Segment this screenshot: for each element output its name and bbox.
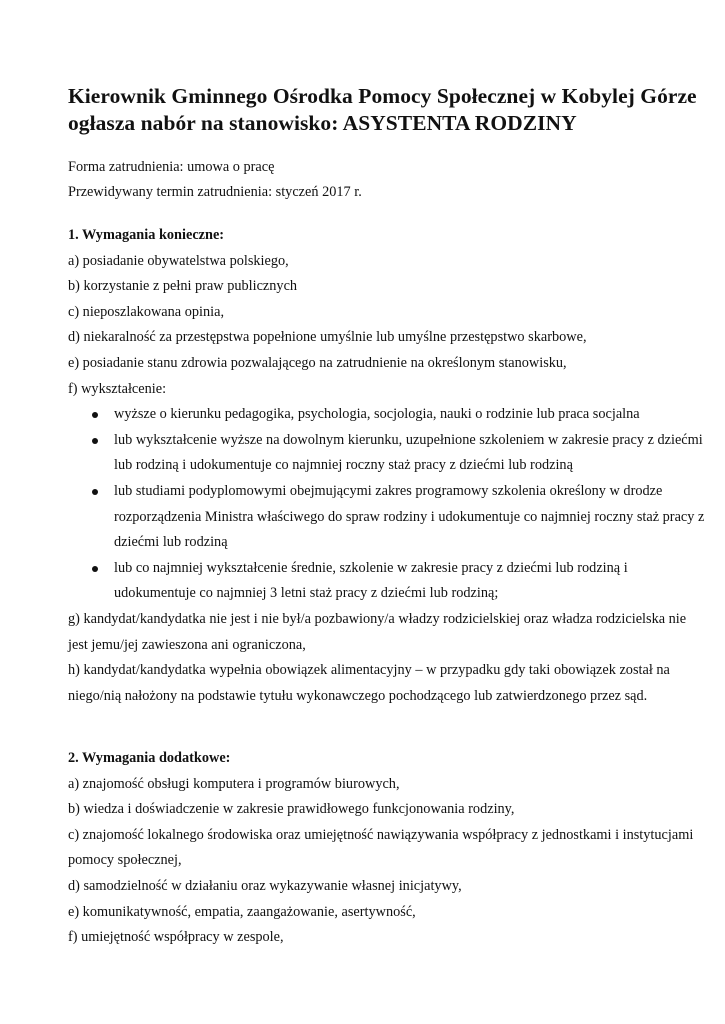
additional-qualifications-section [68, 746, 708, 951]
list-item-text: lub co najmniej wykształcenie średnie, szkolenie w zakresie pracy z dziećmi lub rodziną i udokumentuje co najmniej 3 letni staż pracy z dziećmi lub rodziną; [114, 559, 628, 602]
employment-start-date: Przewidywany termin zatrudnienia: styczeń 2017 r. [68, 184, 362, 200]
additional-f: f) umiejętność współpracy w zespole, [68, 929, 284, 946]
bullet-icon [92, 566, 98, 572]
requirement-b: b) korzystanie z pełni praw publicznych [68, 278, 298, 295]
additional-b: b) wiedza i doświadczenie w zakresie prawidłowego funkcjonowania rodziny, [68, 801, 515, 818]
bullet-icon [92, 489, 98, 495]
additional-c: c) znajomość lokalnego środowiska oraz umiejętność nawiązywania współpracy z jednostkami i instytucjami pomocy społecznej, [68, 826, 694, 869]
requirement-c: c) nieposzlakowana opinia, [68, 303, 225, 320]
requirement-d: d) niekaralność za przestępstwa popełnione umyślnie lub umyślne przestępstwo skarbowe, [68, 329, 587, 346]
requirement-g: g) kandydat/kandydatka nie jest i nie był/a pozbawiony/a władzy rodzicielskiej oraz władza rodzicielska nie jest jemu/jej zawieszona ani ograniczona, [68, 610, 687, 653]
section-heading-required: 1. Wymagania konieczne: [68, 227, 225, 243]
list-item [114, 428, 708, 479]
bullet-icon [92, 412, 98, 418]
required-qualifications-section [68, 223, 708, 709]
requirement-h: h) kandydat/kandydatka wypełnia obowiązek alimentacyjny – w przypadku gdy taki obowiązek został na niego/nią nałożony na podstawie tytułu wykonawczego pochodzącego lub zatwierdzonego przez sąd. [68, 662, 670, 704]
list-item [114, 479, 708, 556]
section-heading-additional: 2. Wymagania dodatkowe: [68, 750, 231, 766]
additional-e: e) komunikatywność, empatia, zaangażowanie, asertywność, [68, 903, 416, 920]
requirement-f: f) wykształcenie: [68, 380, 167, 397]
requirement-e: e) posiadanie stanu zdrowia pozwalającego na zatrudnienie na określonym stanowisku, [68, 354, 567, 371]
education-options-list [68, 402, 708, 607]
list-item [114, 402, 708, 428]
list-item-text: wyższe o kierunku pedagogika, psychologia, socjologia, nauki o rodzinie lub praca socjalna [114, 406, 640, 423]
list-item [114, 556, 708, 607]
employment-info [68, 155, 708, 205]
additional-d: d) samodzielność w działaniu oraz wykazywanie własnej inicjatywy, [68, 877, 462, 894]
additional-a: a) znajomość obsługi komputera i programów biurowych, [68, 775, 400, 792]
employment-form: Forma zatrudnienia: umowa o pracę [68, 159, 275, 175]
list-item-text: lub wykształcenie wyższe na dowolnym kierunku, uzupełnione szkoleniem w zakresie pracy z dziećmi lub rodziną i udokumentuje co najmniej roczny staż pracy z dziećmi lub rodziną [114, 431, 703, 474]
list-item-text: lub studiami podyplomowymi obejmującymi zakres programowy szkolenia określony w drodze rozporządzenia Ministra właściwego do spraw rodziny i udokumentuje co najmniej roczny staż pracy z dziećmi lub rodziną [114, 482, 705, 551]
requirement-a: a) posiadanie obywatelstwa polskiego, [68, 252, 289, 269]
bullet-icon [92, 438, 98, 444]
page-title: Kierownik Gminnego Ośrodka Pomocy Społecznej w Kobylej Górze ogłasza nabór na stanowisko: ASYSTENTA RODZINY [68, 84, 697, 135]
